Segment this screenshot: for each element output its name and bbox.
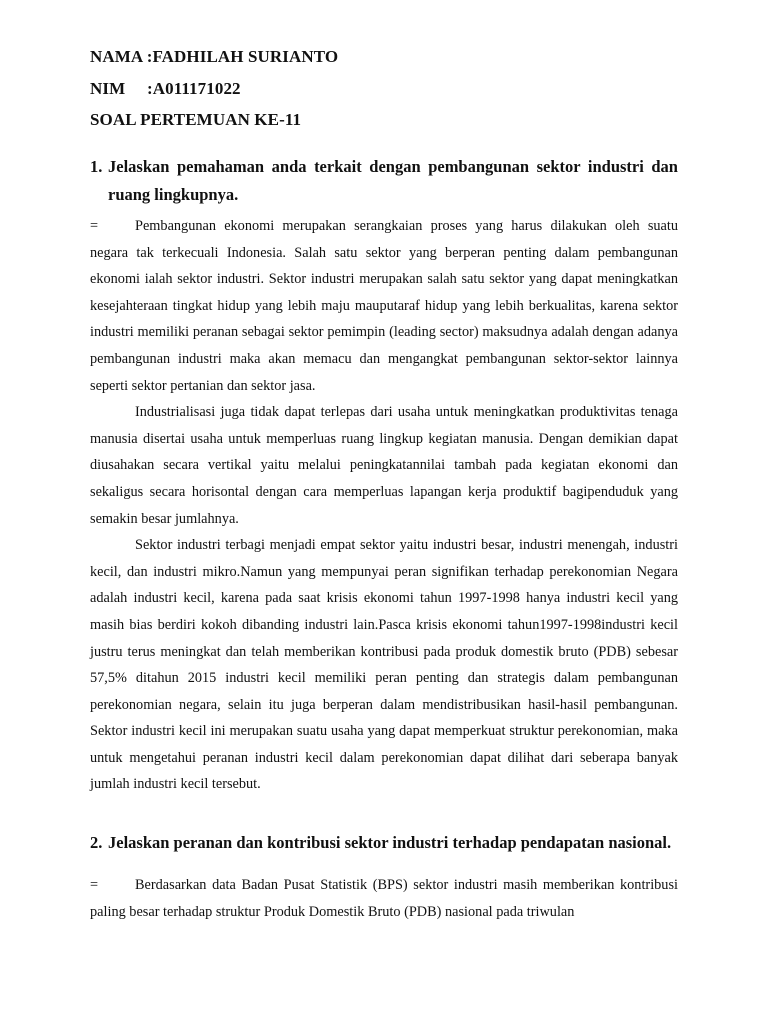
- answer-1-paragraph-3: Sektor industri terbagi menjadi empat sektor yaitu industri besar, industri menengah, industri kecil, dan industri mikro.Namun yang mempunyai peran signifikan terhadap perekonomian Negara adalah industri kecil, karena pada saat krisis ekonomi tahun 1997-1998 hanya industri kecil yang masih bias berdiri kokoh dibanding industri lain.Pasca krisis ekonomi tahun1997-1998industri kecil justru terus meningkat dan telah memberikan kontribusi pada produk domestik bruto (PDB) sebesar 57,5% ditahun 2015 industri kecil memiliki peran penting dan strategis dalam pembangunan perekonomian negara, selain itu juga berperan dalam mendistribusikan hasil-hasil pembangunan. Sektor industri kecil ini merupakan suatu usaha yang dapat memperkuat struktur perekonomian, maka untuk mengetahui peranan industri kecil dalam perekonomian dapat dilihat dari seberapa banyak jumlah industri kecil tersebut.: [90, 537, 678, 793]
- answer-1-paragraph-2: Industrialisasi juga tidak dapat terlepas dari usaha untuk meningkatkan produktivitas tenaga manusia disertai usaha untuk memperluas ruang lingkup kegiatan manusia. Dengan demikian dapat diusahakan secara vertikal yaitu melalui peningkatannilai tambah pada kegiatan ekonomi dan sekaligus secara horisontal dengan cara memperluas lapangan kerja produktif bagipenduduk yang semakin besar jumlahnya.: [90, 404, 678, 527]
- question-2-text: Jelaskan peranan dan kontribusi sektor industri terhadap pendapatan nasional.: [108, 833, 672, 852]
- answer-2-marker: =: [90, 877, 99, 893]
- question-2-number: 2.: [90, 833, 103, 852]
- answer-1-paragraph-1: [90, 213, 678, 399]
- answer-2-paragraph-1: [90, 872, 678, 925]
- question-1-number: 1.: [90, 157, 103, 176]
- question-2: [90, 833, 678, 853]
- question-1-text: Jelaskan pemahaman anda terkait dengan pembangunan sektor industri dan ruang lingkupnya.: [108, 157, 678, 204]
- answer-2-paragraph-1-text: Berdasarkan data Badan Pusat Statistik (BPS) sektor industri masih memberikan kontribusi paling besar terhadap struktur Produk Domestik Bruto (PDB) nasional pada triwulan: [90, 877, 678, 920]
- answer-2: [90, 872, 678, 925]
- answer-1-marker: =: [90, 218, 99, 234]
- answer-1-paragraph-1-text: Pembangunan ekonomi merupakan serangkaian proses yang harus dilakukan oleh suatu negara tak terkecuali Indonesia. Salah satu sektor yang berperan penting dalam pembangunan ekonomi ialah sektor industri. Sektor industri merupakan salah satu sektor yang dapat meningkatkan kesejahteraan tingkat hidup yang lebih maju mauputaraf hidup yang lebih berkualitas, karena sektor industri memiliki peranan sebagai sektor pemimpin (leading sector) maksudnya adalah dengan adanya pembangunan industri maka akan memacu dan mengangkat pembangunan sektor-sektor lainnya seperti sektor pertanian dan sektor jasa.: [90, 218, 678, 394]
- student-name: NAMA :FADHILAH SURIANTO: [90, 47, 339, 66]
- answer-1: [90, 213, 678, 798]
- student-nim: NIM :A011171022: [90, 79, 241, 98]
- question-1: [90, 153, 678, 209]
- session-title: SOAL PERTEMUAN KE-11: [90, 110, 302, 129]
